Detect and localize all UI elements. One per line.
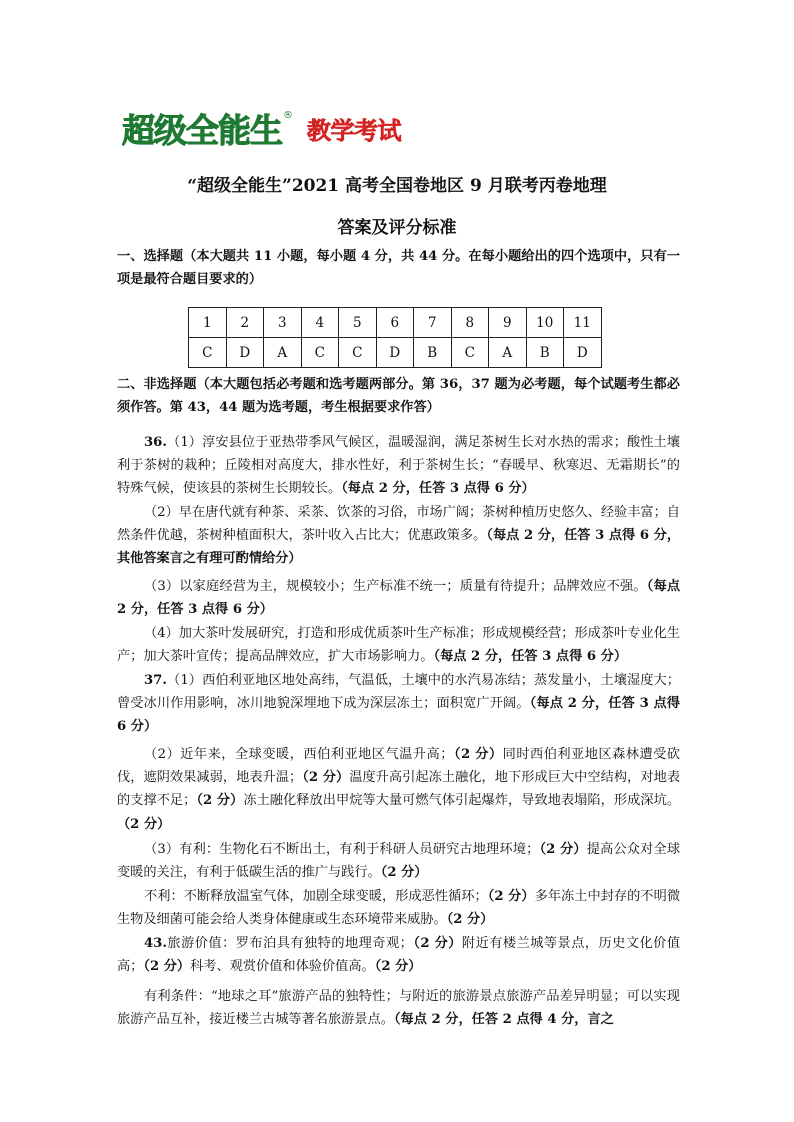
table-cell: 11 xyxy=(564,308,602,338)
q36-part3: （3）以家庭经营为主，规模较小；生产标准不统一；质量有待提升；品牌效应不强。（每点 2 分，任答 3 点得 6 分） xyxy=(117,579,681,618)
table-cell: 5 xyxy=(339,308,377,338)
table-row-numbers xyxy=(189,308,602,338)
table-cell: A xyxy=(489,338,527,368)
q36-part1: 36.（1）淳安县位于亚热带季风气候区，温暖湿润，满足茶树生长对水热的需求；酸性土壤利于茶树的栽种；丘陵相对高度大，排水性好，利于茶树生长；“春暖早、秋寒迟、无霜期长”的特殊气候，使该县的茶树生长期较长。（每点 2 分，任答 3 点得 6 分） xyxy=(117,435,680,497)
question-number: 37. xyxy=(144,673,167,688)
table-cell: 2 xyxy=(226,308,264,338)
table-cell: 10 xyxy=(526,308,564,338)
table-cell: 1 xyxy=(189,308,227,338)
table-row-answers xyxy=(189,338,602,368)
q37-part4: 不利：不断释放温室气体，加剧全球变暖，形成恶性循环；（2 分）多年冻土中封存的不明微生物及细菌可能会给人类身体健康或生态环境带来威胁。（2 分） xyxy=(117,889,681,928)
table-cell: A xyxy=(264,338,302,368)
logo-brand: 超级全能生 xyxy=(122,111,282,150)
table-cell: 6 xyxy=(376,308,414,338)
page-title: “超级全能生”2021 高考全国卷地区 9 月联考丙卷地理 xyxy=(187,176,607,196)
table-cell: C xyxy=(189,338,227,368)
table-cell: C xyxy=(339,338,377,368)
table-cell: C xyxy=(451,338,489,368)
table-cell: 8 xyxy=(451,308,489,338)
q37-part1: 37.（1）西伯利亚地区地处高纬，气温低，土壤中的水汽易冻结；蒸发量小，土壤湿度大；曾受冰川作用影响，冰川地貌深埋地下成为深层冻土；面积宽广开阔。（每点 2 分，任答 3 点得 6 分） xyxy=(117,673,680,735)
table-cell: 4 xyxy=(301,308,339,338)
logo-subtitle: 教学考试 xyxy=(307,117,401,145)
table-cell: D xyxy=(564,338,602,368)
q43-part2: 有利条件：“地球之耳”旅游产品的独特性；与附近的旅游景点旅游产品差异明显；可以实现旅游产品互补，接近楼兰古城等著名旅游景点。（每点 2 分，任答 2 点得 4 分，言之 xyxy=(117,989,680,1028)
section1-heading: 一、选择题（本大题共 11 小题，每小题 4 分，共 44 分。在每小题给出的四个选项中，只有一项是最符合题目要求的） xyxy=(117,249,680,288)
q43-part1: 43.旅游价值：罗布泊具有独特的地理奇观；（2 分）附近有楼兰城等景点，历史文化价值高；（2 分）科考、观赏价值和体验价值高。（2 分） xyxy=(117,936,681,975)
registered-mark: ® xyxy=(283,110,293,121)
q36-part4: （4）加大茶叶发展研究，打造和形成优质茶叶生产标准；形成规模经营；形成茶叶专业化生产；加大茶叶宣传；提高品牌效应，扩大市场影响力。（每点 2 分，任答 3 点得 6 分） xyxy=(117,626,680,665)
section2-heading: 二、非选择题（本大题包括必考题和选考题两部分。第 36，37 题为必考题，每个试题考生都必须作答。第 43，44 题为选考题，考生根据要求作答） xyxy=(117,377,680,416)
question-number: 36. xyxy=(144,435,167,450)
page-subtitle: 答案及评分标准 xyxy=(337,218,457,238)
question-number: 43. xyxy=(144,936,167,951)
table-cell: B xyxy=(526,338,564,368)
table-cell: 3 xyxy=(264,308,302,338)
table-cell: B xyxy=(414,338,452,368)
q37-part3: （3）有利：生物化石不断出土，有利于科研人员研究古地理环境；（2 分）提高公众对全球变暖的关注，有利于低碳生活的推广与践行。（2 分） xyxy=(117,842,681,881)
table-cell: D xyxy=(376,338,414,368)
table-cell: C xyxy=(301,338,339,368)
table-cell: 7 xyxy=(414,308,452,338)
table-cell: D xyxy=(226,338,264,368)
logo xyxy=(122,108,401,154)
answer-table xyxy=(188,307,602,368)
q36-part2: （2）早在唐代就有种茶、采茶、饮茶的习俗，市场广阔；茶树种植历史悠久、经验丰富；自然条件优越，茶树种植面积大，茶叶收入占比大；优惠政策多。（每点 2 分，任答 3 点得 6 分，其他答案言之有理可酌情给分） xyxy=(117,505,681,567)
q37-part2: （2）近年来，全球变暖，西伯利亚地区气温升高；（2 分）同时西伯利亚地区森林遭受砍伐，遮阴效果减弱，地表升温；（2 分）温度升高引起冻土融化，地下形成巨大中空结构，对地表的支撑不足；（2 分）冻土融化释放出甲烷等大量可燃气体引起爆炸，导致地表塌陷，形成深坑。（2 分） xyxy=(117,747,681,832)
table-cell: 9 xyxy=(489,308,527,338)
